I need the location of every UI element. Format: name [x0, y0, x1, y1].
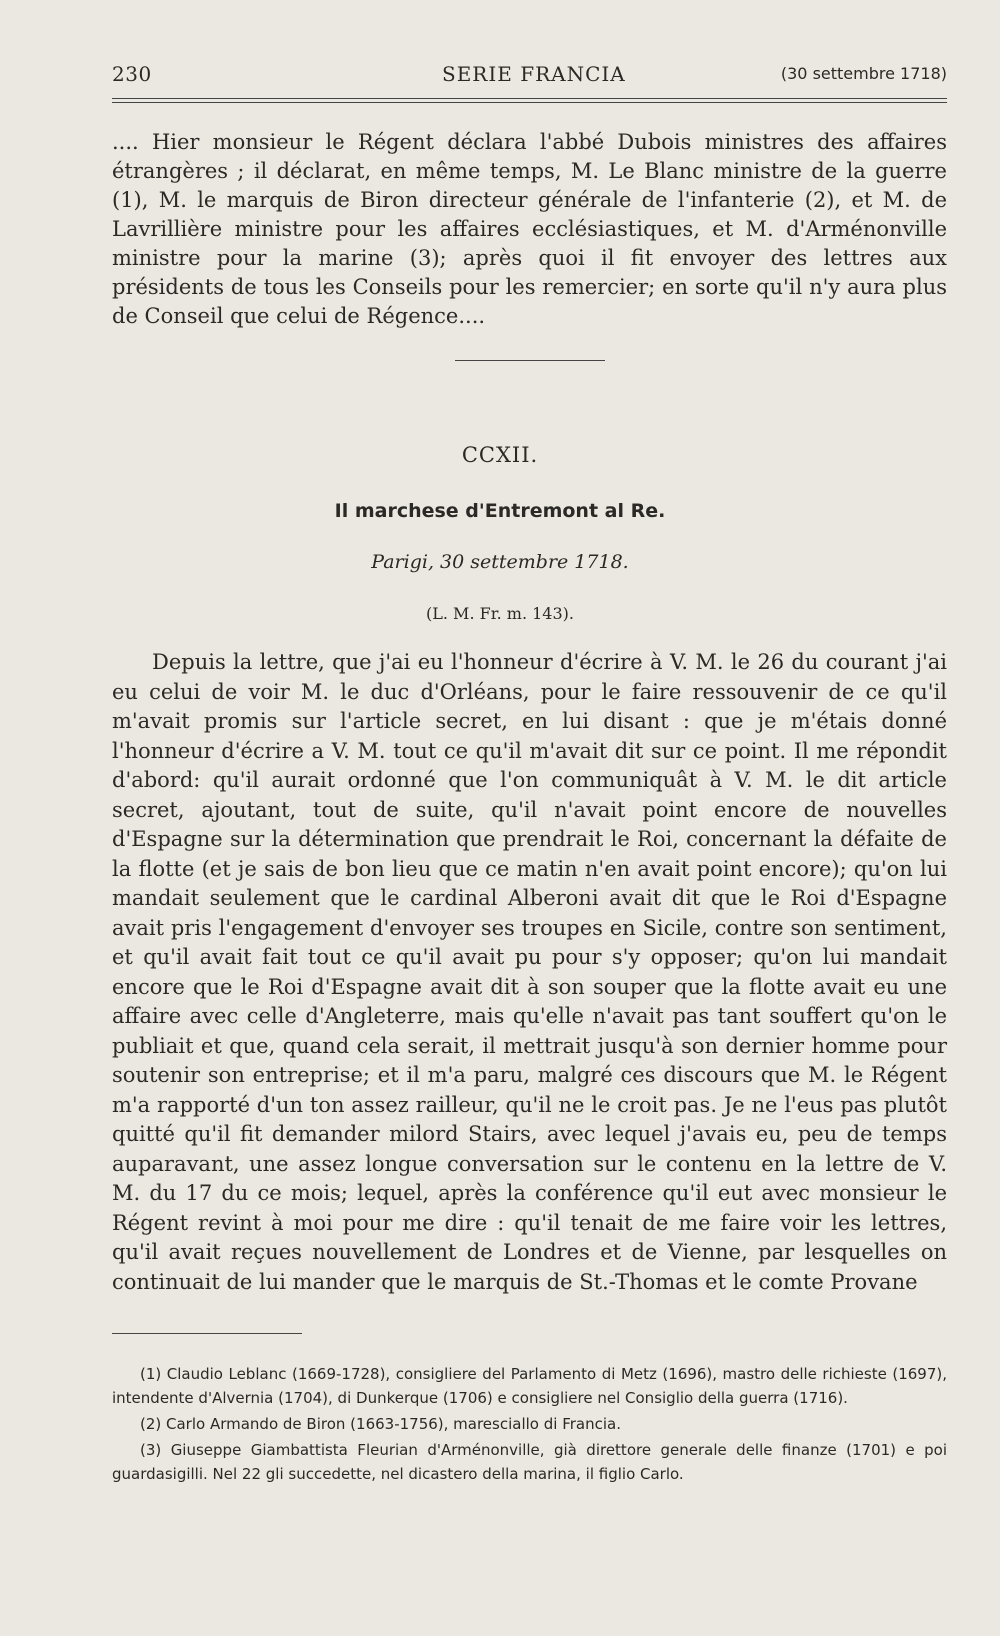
footnote-3: (3) Giuseppe Giambattista Fleurian d'Arménonville, già direttore generale delle finanze (1701) e poi guardasigilli. Nel 22 gli succedette, nel dicastero della marina, il figlio Carlo.: [112, 1441, 947, 1483]
section-divider: [455, 360, 605, 361]
footnote-2: (2) Carlo Armando de Biron (1663-1756), maresciallo di Francia.: [140, 1415, 621, 1433]
document-place-date: Parigi, 30 settembre 1718.: [371, 551, 629, 573]
series-title: SERIE FRANCIA: [442, 62, 626, 86]
footnote-1: (1) Claudio Leblanc (1669-1728), consigliere del Parlamento di Metz (1696), mastro delle richieste (1697), intendente d'Alvernia (1704), di Dunkerque (1706) e consigliere nel Consiglio della guerra (1716).: [112, 1365, 947, 1407]
intro-paragraph: [112, 128, 947, 331]
running-header: [112, 62, 947, 92]
header-rule-top: [112, 98, 947, 99]
footnote-rule: [112, 1333, 302, 1334]
document-title: Il marchese d'Entremont al Re.: [334, 500, 666, 522]
letter-body: [112, 648, 947, 1297]
header-rule-bottom: [112, 102, 947, 103]
footnotes: [112, 1362, 947, 1488]
header-date: (30 settembre 1718): [780, 64, 947, 83]
document-number: CCXII.: [461, 443, 539, 467]
page-number: 230: [112, 62, 152, 86]
intro-text: .... Hier monsieur le Régent déclara l'abbé Dubois ministres des affaires étrangères ; il déclarat, en même temps, M. Le Blanc ministre de la guerre (1), M. le marquis de Biron directeur générale de l'infanterie (2), et M. de Lavrillière ministre pour les affaires ecclésiastiques, et M. d'Arménonville ministre pour la marine (3); après quoi il fit envoyer des lettres aux présidents de tous les Conseils pour les remercier; en sorte qu'il n'y aura plus de Conseil que celui de Régence....: [112, 130, 947, 328]
letter-text: Depuis la lettre, que j'ai eu l'honneur d'écrire à V. M. le 26 du courant j'ai eu celui de voir M. le duc d'Orléans, pour le faire ressouvenir de ce qu'il m'avait promis sur l'article secret, en lui disant : que je m'étais donné l'honneur d'écrire a V. M. tout ce qu'il m'avait dit sur ce point. Il me répondit d'abord: qu'il aurait ordonné que l'on communiquât à V. M. le dit article secret, ajoutant, tout de suite, qu'il n'avait point encore de nouvelles d'Espagne sur la détermination que prendrait le Roi, concernant la défaite de la flotte (et je sais de bon lieu que ce matin n'en avait point encore); qu'on lui mandait seulement que le cardinal Alberoni avait dit que le Roi d'Espagne avait pris l'engagement d'envoyer ses troupes en Sicile, contre son sentiment, et qu'il avait fait tout ce qu'il avait pu pour s'y opposer; qu'on lui mandait encore que le Roi d'Espagne avait dit à son souper que la flotte avait eu une affaire avec celle d'Angleterre, mais qu'elle n'avait pas tant souffert qu'on le publiait et que, quand cela serait, il mettrait jusqu'à son dernier homme pour soutenir son entreprise; et il m'a paru, malgré ces discours que M. le Régent m'a rapporté d'un ton assez railleur, qu'il ne le croit pas. Je ne l'eus pas plutôt quitté qu'il fit demander milord Stairs, avec lequel j'avais eu, peu de temps auparavant, une assez longue conversation sur le contenu en la lettre de V. M. du 17 du ce mois; lequel, après la conférence qu'il eut avec monsieur le Régent revint à moi pour me dire : qu'il tenait de me faire voir les lettres, qu'il avait reçues nouvellement de Londres et de Vienne, par lesquelles on continuait de lui mander que le marquis de St.-Thomas et le comte Provane: [112, 650, 947, 1294]
document-reference: (L. M. Fr. m. 143).: [426, 604, 574, 623]
